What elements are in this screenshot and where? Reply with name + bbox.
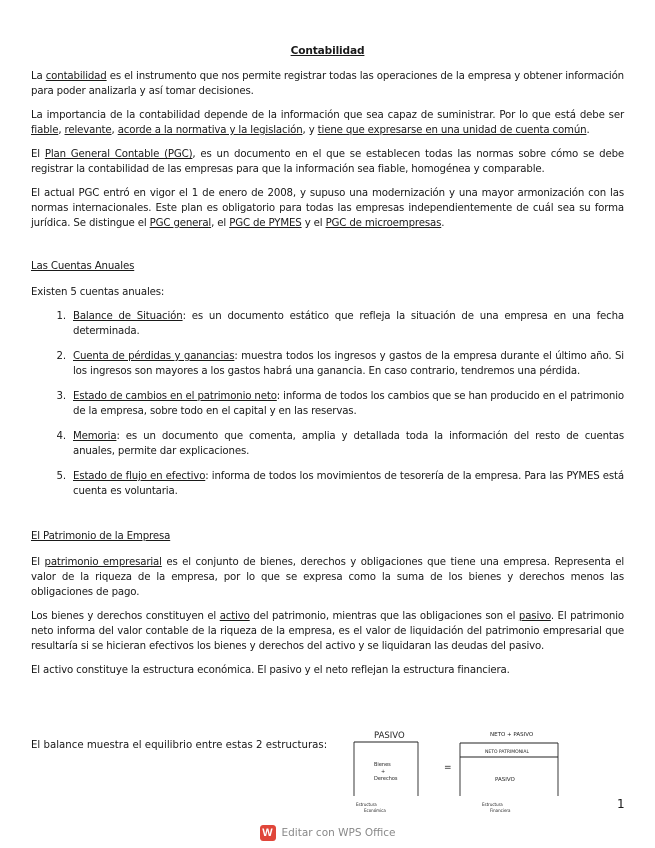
- diagram-right-body: PASIVO: [495, 777, 515, 783]
- balance-diagram: [352, 726, 592, 818]
- patrimonio-paragraph-3: El activo constituye la estructura económica. El pasivo y el neto reflejan la estructura financiera.: [31, 665, 510, 676]
- term-pgc-pymes: PGC de PYMES: [229, 218, 302, 229]
- diagram-left-foot-1: Estructura: [356, 802, 377, 807]
- section-heading-patrimonio: El Patrimonio de la Empresa: [31, 531, 171, 542]
- list-item: 3. Estado de cambios en el patrimonio neto: informa de todos los cambios que se han producido en el patrimonio de la empresa, sobre todo en el capital y en las reservas.: [69, 389, 624, 419]
- intro-paragraph-3: El Plan General Contable (PGC), es un documento en el que se establecen todas las normas sobre cómo se debe registrar la contabilidad de las empresas para que la información sea fiable, homogénea y comparable.: [31, 149, 625, 175]
- term-patrimonio: patrimonio empresarial: [44, 557, 162, 568]
- intro-paragraph-2: La importancia de la contabilidad depende de la información que sea capaz de suministrar. Por lo que está debe ser fiable, relevante, acorde a la normativa y la legislación, y tiene que expresarse en una unidad de cuenta común.: [31, 110, 624, 136]
- diagram-right-title: NETO + PASIVO: [490, 732, 534, 738]
- cuentas-list: [31, 309, 624, 499]
- list-item: 5. Estado de flujo en efectivo: informa de todos los movimientos de tesorería de la empresa. Para las PYMES está cuenta es voluntaria.: [69, 469, 624, 499]
- diagram-left-foot-2: Económica: [364, 808, 386, 813]
- list-item: 2. Cuenta de pérdidas y ganancias: muestra todos los ingresos y gastos de la empresa durante el último año. Si los ingresos son mayores a los gastos habrá una ganancia. En caso contrario, tendremos una pérdida.: [69, 349, 624, 379]
- diagram-right-foot-2: Financiera: [490, 808, 511, 813]
- diagram-right-top: NETO PATRIMONIAL: [485, 750, 529, 755]
- wps-edit-banner[interactable]: [0, 818, 655, 848]
- section-heading-cuentas: Las Cuentas Anuales: [31, 261, 135, 272]
- term-pgc-general: PGC general: [149, 218, 212, 229]
- diagram-right-foot-1: Estructura: [482, 802, 503, 807]
- wps-logo-icon[interactable]: W: [260, 825, 276, 841]
- term-normativa: acorde a la normativa y la legislación: [117, 125, 303, 136]
- term-activo: activo: [219, 611, 250, 622]
- term-fiable: fiable: [31, 125, 59, 136]
- patrimonio-paragraph-2: Los bienes y derechos constituyen el activo del patrimonio, mientras que las obligaciones son el pasivo. El patrimonio neto informa del valor contable de la riqueza de la empresa, es el valor de liquidación del patrimonio empresarial que resultaría si se hicieran efectivos los bienes y derechos del activo y se liquidaran las deudas del pasivo.: [31, 611, 624, 652]
- term-contabilidad: contabilidad: [45, 71, 107, 82]
- diagram-left-body-2: +: [381, 769, 386, 775]
- diagram-left-body-3: Derechos: [374, 776, 398, 782]
- diagram-left-body-1: Bienes: [374, 762, 391, 768]
- patrimonio-paragraph-1: El patrimonio empresarial es el conjunto de bienes, derechos y obligaciones que tiene una empresa. Representa el valor de la riqueza de la empresa, por lo que se expresa como la suma de los bienes y derechos menos las obligaciones de pago.: [31, 557, 624, 598]
- document-content: [31, 44, 624, 687]
- term-pasivo: pasivo: [518, 611, 551, 622]
- list-item: 1. Balance de Situación: es un documento estático que refleja la situación de una empresa en una fecha determinada.: [69, 309, 624, 339]
- term-pgc: Plan General Contable (PGC): [44, 149, 193, 160]
- page-title: Contabilidad: [290, 45, 365, 57]
- diagram-left-title: PASIVO: [374, 731, 405, 741]
- balance-text: El balance muestra el equilibrio entre estas 2 estructuras:: [31, 740, 328, 751]
- term-unidad-cuenta: tiene que expresarse en una unidad de cuenta común: [317, 125, 587, 136]
- term-pgc-micro: PGC de microempresas: [325, 218, 442, 229]
- cuentas-lead: Existen 5 cuentas anuales:: [31, 287, 165, 298]
- intro-paragraph-4: El actual PGC entró en vigor el 1 de enero de 2008, y supuso una modernización y una mayor armonización con las normas internacionales. Este plan es obligatorio para todas las empresas independientemente de cuál sea su forma jurídica. Se distingue el PGC general, el PGC de PYMES y el PGC de microempresas.: [31, 188, 624, 229]
- page-number: 1: [617, 797, 625, 811]
- wps-edit-link[interactable]: Editar con WPS Office: [281, 827, 396, 839]
- list-item: 4. Memoria: es un documento que comenta, amplia y detallada toda la información del resto de cuentas anuales, permite dar explicaciones.: [69, 429, 624, 459]
- diagram-equals: =: [444, 763, 452, 773]
- intro-paragraph-1: La contabilidad es el instrumento que nos permite registrar todas las operaciones de la empresa y obtener información para poder analizarla y así tomar decisiones.: [31, 71, 624, 97]
- term-relevante: relevante: [64, 125, 112, 136]
